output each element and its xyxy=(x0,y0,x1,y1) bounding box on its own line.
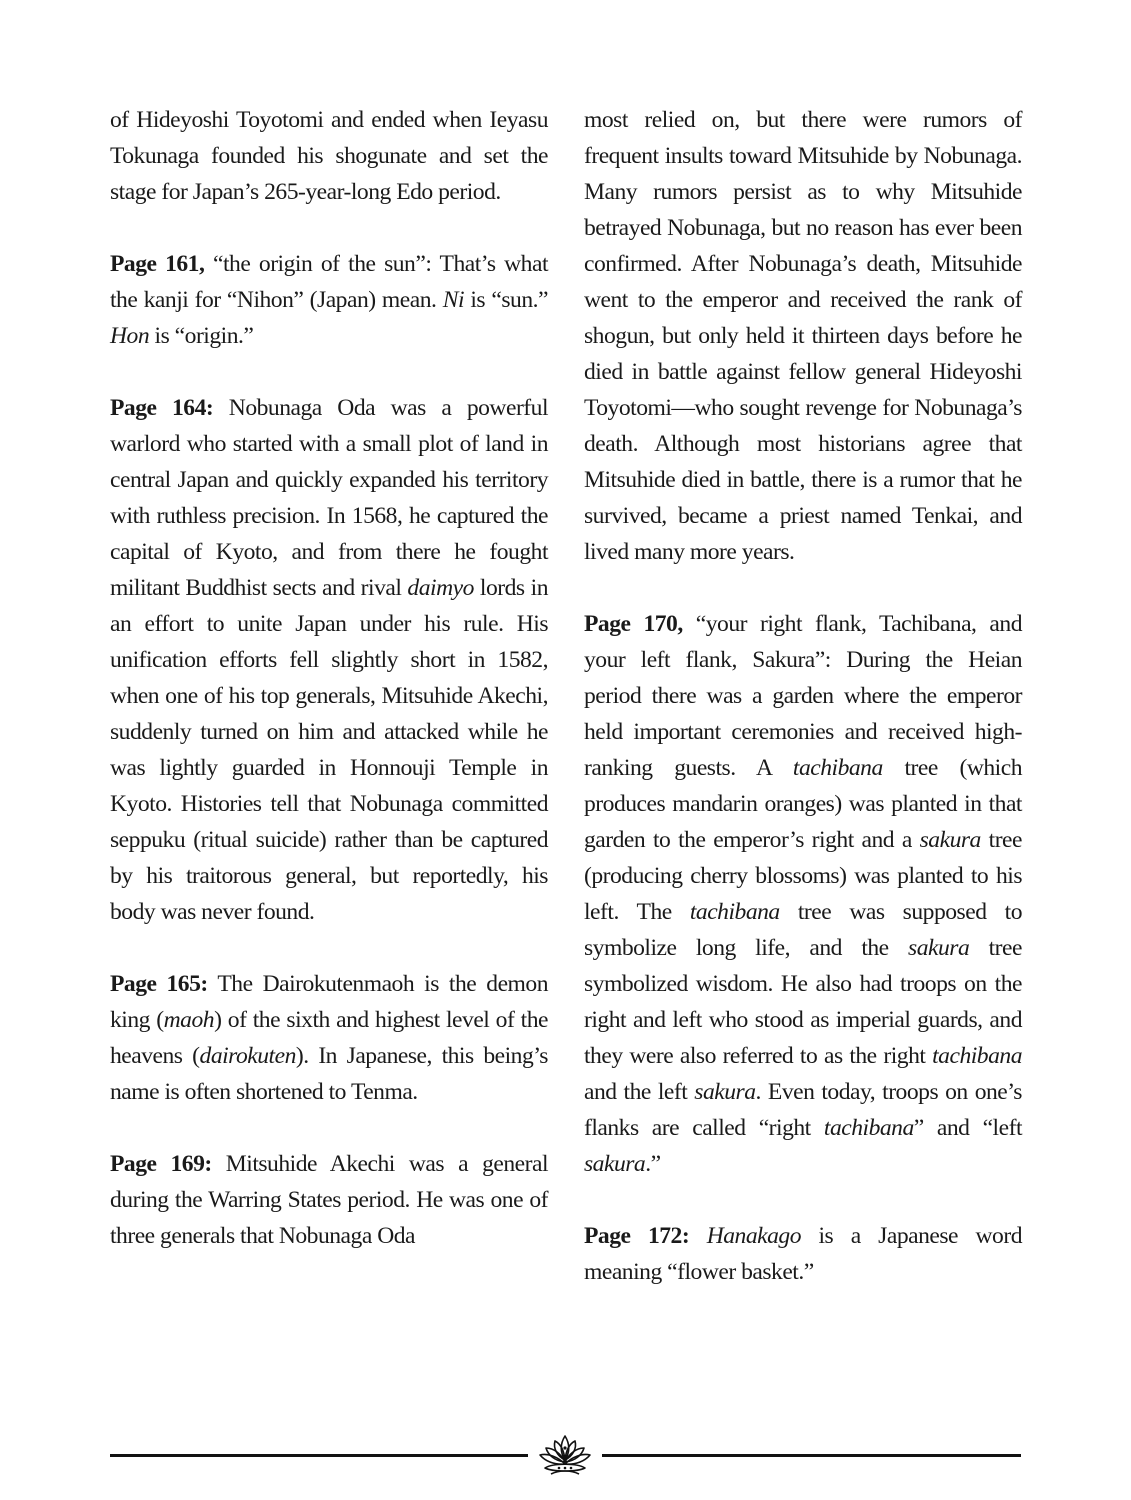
note-text: is “origin.” xyxy=(149,323,254,349)
note-heading: Page 172: xyxy=(584,1223,690,1249)
note-page-172 xyxy=(584,1218,1022,1290)
page-footer xyxy=(110,1420,1021,1490)
lotus-ornament-icon xyxy=(535,1430,595,1480)
note-page-165 xyxy=(110,966,548,1110)
italic-term: tachibana xyxy=(932,1043,1022,1069)
note-text: of Hideyoshi Toyotomi and ended when Ieyasu Tokunaga founded his shogunate and set the stage for Japan’s 265-year-long Edo period. xyxy=(110,107,548,205)
italic-term: sakura xyxy=(908,935,970,961)
note-page-169 xyxy=(110,1146,548,1254)
note-text: lords in an effort to unite Japan under his rule. His unification efforts fell slightly short in 1582, when one of his top generals, Mitsuhide Akechi, suddenly turned on him and attacked while he was lightly guarded in Honnouji Temple in Kyoto. Histories tell that Nobunaga committed seppuku (ritual suicide) rather than be captured by his traitorous general, but reportedly, his body was never found. xyxy=(110,575,548,925)
italic-term: maoh xyxy=(163,1007,215,1033)
italic-term: Hon xyxy=(110,323,150,349)
note-text xyxy=(689,1223,707,1249)
note-text: The Dairokutenmaoh is the demon king ( xyxy=(110,971,549,1033)
right-column xyxy=(584,102,1022,1326)
italic-term: tachibana xyxy=(823,1115,914,1141)
italic-term: Ni xyxy=(442,287,465,313)
note-continuation xyxy=(110,102,548,210)
note-heading: Page 170, xyxy=(584,611,683,637)
italic-term: daimyo xyxy=(407,575,474,601)
note-text: tree (producing cherry blossoms) was planted to his left. The xyxy=(584,827,1022,925)
note-page-169-continued xyxy=(584,102,1022,570)
note-text: is a Japanese word meaning “flower basket.” xyxy=(584,1223,1023,1285)
note-text: most relied on, but there were rumors of frequent insults toward Mitsuhide by Nobunaga. Many rumors persist as to why Mitsuhide betrayed Nobunaga, but no reason has ever been confirmed. After Nobunaga’s death, Mitsuhide went to the emperor and received the rank of shogun, but only held it thirteen days before he died in battle against fellow general Hideyoshi Toyotomi—who sought revenge for Nobunaga’s death. Although most historians agree that Mitsuhide died in battle, there is a rumor that he survived, became a priest named Tenkai, and lived many more years. xyxy=(584,107,1022,565)
note-text: tree was supposed to symbolize long life, and the xyxy=(584,899,1022,961)
note-text: and the left xyxy=(584,1079,695,1105)
italic-term: dairokuten xyxy=(199,1043,296,1069)
note-heading: Page 169: xyxy=(110,1151,212,1177)
note-page-161 xyxy=(110,246,548,354)
note-heading: Page 164: xyxy=(110,395,214,421)
note-text: tree (which produces mandarin oranges) was planted in that garden to the emperor’s right and a xyxy=(584,755,1022,853)
note-text: “the origin of the sun”: That’s what the kanji for “Nihon” (Japan) mean. xyxy=(110,251,548,313)
italic-term: sakura xyxy=(694,1079,756,1105)
note-heading: Page 161, xyxy=(110,251,205,277)
note-text: Nobunaga Oda was a powerful warlord who started with a small plot of land in central Japan and quickly expanded his territory with ruthless precision. In 1568, he captured the capital of Kyoto, and from there he fought militant Buddhist sects and rival xyxy=(110,395,549,601)
left-column xyxy=(110,102,548,1290)
note-page-170 xyxy=(584,606,1022,1182)
note-text: ) of the sixth and highest level of the heavens ( xyxy=(110,1007,548,1069)
note-text: Mitsuhide Akechi was a general during the Warring States period. He was one of three generals that Nobunaga Oda xyxy=(110,1151,548,1249)
footer-rule-left xyxy=(110,1454,528,1457)
note-text: “your right flank, Tachibana, and your left flank, Sakura”: During the Heian period there was a garden where the emperor held important ceremonies and received high-ranking guests. A xyxy=(584,611,1022,781)
footer-rule-right xyxy=(602,1454,1021,1457)
note-page-164 xyxy=(110,390,548,930)
italic-term: tachibana xyxy=(689,899,780,925)
note-heading: Page 165: xyxy=(110,971,208,997)
note-text: tree symbolized wisdom. He also had troops on the right and left who stood as imperial guards, and they were also referred to as the right xyxy=(584,935,1022,1069)
italic-term: tachibana xyxy=(792,755,883,781)
note-text: is “sun.” xyxy=(464,287,548,313)
italic-term: Hanakago xyxy=(706,1223,802,1249)
note-text: . Even today, troops on one’s flanks are called “right xyxy=(584,1079,1022,1141)
italic-term: sakura xyxy=(584,1151,646,1177)
note-text: ). In Japanese, this being’s name is often shortened to Tenma. xyxy=(110,1043,548,1105)
note-text: ” and “left xyxy=(913,1115,1022,1141)
note-text: .” xyxy=(645,1151,661,1177)
italic-term: sakura xyxy=(919,827,981,853)
